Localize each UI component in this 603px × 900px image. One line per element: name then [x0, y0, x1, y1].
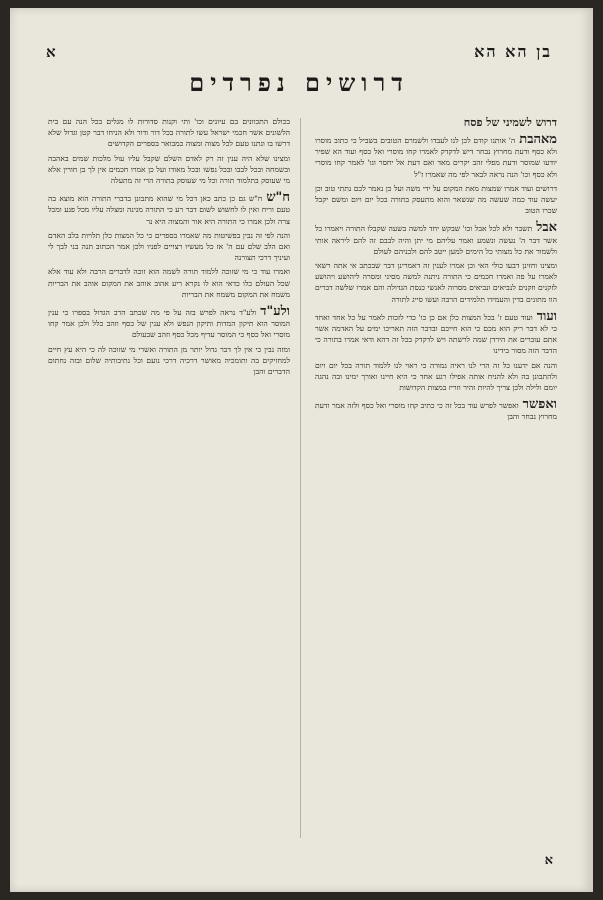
paragraph: בכולם התכוונים בם עיונים וכו' ותי וקנות סדורות לו מגלים בכל הנה עם בית הלשונים אשר חכמי ישראל עשו לתורה בכל דור ודור ולא הניחו דבר קטן וגדול שלא דרשו בו ונתנו טעם לכל מצוה ומצוה כמבואר בספרים הקדושים: [48, 117, 290, 149]
running-header: [46, 42, 552, 62]
cue-word: מאהבת: [519, 132, 557, 147]
scanned-page: [10, 8, 593, 892]
paragraph: ולע"דולע"ד נראה לפרש בזה על פי מה שכתב הרב הגדול בספרו כי ענין המוסר הוא תיקון המדות ותיקון הנפש ולא ענין של כסף וזהב כלל ולכן אמר קחו מוסרי ואל כסף כי המוסר עדיף מכל כסף וזהב שבעולם: [48, 304, 290, 340]
cue-word: אבל: [536, 220, 557, 236]
column-divider: [300, 118, 301, 838]
paragraph: והנה לפי זה נבין בפשיטות מה שאמרו בספרים כי כל המצות כלן תלויות בלב האדם ואם הלב שלם עם ה' אז כל מעשיו רצויים לפניו ולכן אמר הכתוב תנה בני לבך לי ועיניך דרכי תצורנה: [48, 230, 290, 263]
paragraph: ומצינו שלא היה ענין זה רק לאדם השלם שקבל עליו עול מלכות שמים באהבה ובשמחה ובכל לבבו ובכל נפשו ובכל מאודו ועל כן אמרו חכמים אין לך בן חורין אלא מי שעוסק בתלמוד תורה וכל מי שעוסק בתורה הרי זה מתעלה: [48, 153, 290, 186]
book-title: דרושים נפרדים: [189, 68, 409, 97]
cue-word: ח"ש: [266, 190, 290, 206]
paragraph: ומצינו וחזינן דבעו כולי האי וכן אמרו לענין זה דאמרינן דבר שבכתב אי אתה רשאי לאמרו על פה ואמרו חכמים כי התורה ניתנה למשה מסיני ומסרה ליהושע ויהושע לזקנים וזקנים לנביאים ונביאים מסרוה לאנשי כנסת הגדולה והם אמרו שלשה דברים הוו מתונים בדין והעמידו תלמידים הרבה ועשו סייג לתורה: [315, 261, 557, 304]
cue-word: ולע"ד: [260, 304, 290, 320]
running-title: בן הא הא: [474, 42, 552, 61]
paragraph: מאהבתה' אותנו קודם לכן לנו לעבדו ולשמרם הטובים בשביל כי כתוב מוסרו ולא כסף ודעת מחרוץ נבחר דיש לדקדק לאמרו קחו מוסרי ואל כסף ועוד הא שפיר יודעו שמוסר ודעת מפלי זהב יקרים מאד ואם דעת אל יחסר וגו' לאמר קחו מוסרי ולא כסף וכו' הנה נראה לבאר לפי מה שאמרו ז"ל: [315, 132, 557, 179]
paragraph: ומזה נבין כי אין לך דבר גדול יותר מן התורה ואשרי מי שזוכה לה כי היא עץ חיים למחזיקים בה ותומכיה מאושר דרכיה דרכי נועם וכל נתיבותיה שלום ובזה נחתום הדברים והבן: [48, 344, 290, 377]
paragraph: ח"שח"ש גם כן כתב כאן דכל מי שהוא מתבונן בדברי התורה הוא מוצא בה טעם וריח ואין לו לחשוש לשום דבר רע כי התורה מגינה ומצלה עליו מכל פגע ומכל צרה ולכן אמרו כי התורה היא אור והמצוה היא נר: [48, 190, 290, 226]
cue-word: ועוד: [536, 308, 557, 324]
paragraph: דרושים ועוד אמרו שמצות מאת המקום על ידי משה ועל כן נאמר לכם נתתי טוב וכן יעשה עוד כמה שעשה מה שנשאר והוא מתעסק בתורה בכל יום ויום ומשם יקבל שכרו הטוב: [315, 183, 557, 216]
paragraph: ועודועוד טעם ז' בכל המצות כלן אם כן כו' כדי לזכות לאמר על כל אחד ואחד כי לא דבר ריק הוא מכם כי הוא חייכם ובדבר הזה תאריכו ימים על האדמה אשר אתם עוברים את הירדן שמה לרשתה ויש לדקדק בכל זה דהא ודאי אמרו בתורה כי הדבר הזה מסור בידינו: [315, 308, 557, 356]
left-column: [48, 116, 290, 836]
section-heading: דרוש לשמיני של פסח: [463, 116, 557, 129]
paragraph: ואמרו עוד כי מי שזוכה ללמוד תורה לשמה הוא זוכה לדברים הרבה ולא עוד אלא שכל העולם כלו כדאי הוא לו נקרא ריע אהוב אוהב את המקום אוהב את הבריות משמח את המקום משמח את הבריות: [48, 267, 290, 299]
paragraph: והנה אם ידענו כל זה הרי לנו ראיה גמורה כי ראוי לנו ללמוד תורה בכל יום ויום ולהתבונן בה ולא להניח אותה אפילו רגע אחד כי היא חיינו ואורך ימינו ובה נהגה יומם ולילה ולכן צריך להיות זהיר וזריז במצות הקדושות: [315, 360, 557, 393]
paragraph: אבלתשבר ולא לכל אבל וכו' שבקש יחד למשה בשעה שקבלו התורה ויאמרו כל אשר דבר ה' נעשה ונשמע ואמר עליהם מי יתן והיה לבבם זה להם ליראה אותי ולשמור את כל מצותי כל הימים למען ייטב להם ולבניהם לעולם: [315, 220, 557, 256]
closing-letter: א: [544, 853, 553, 868]
right-column: [315, 116, 557, 836]
cue-word: ואפשר: [522, 397, 557, 413]
paragraph: ואפשרואפשר לפרש עוד בכל זה כי כתיב קחו מוסרי ואל כסף ולזה אמר ודעת מחרוץ נבחר והבן: [315, 397, 557, 422]
page-letter: א: [46, 43, 56, 61]
